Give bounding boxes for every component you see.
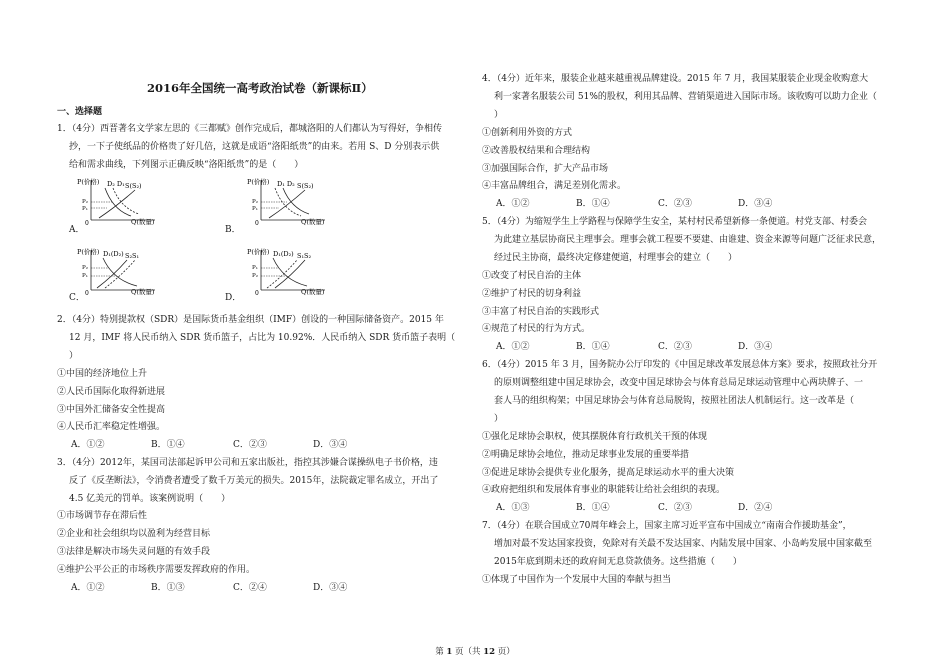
q2-option-d[interactable]: D．③④ bbox=[313, 440, 348, 450]
q4-option-a[interactable]: A．①② bbox=[496, 199, 530, 209]
q3-choice-3: ③法律是解决市场失灵问题的有效手段 bbox=[57, 547, 211, 557]
graph-b-quantity-label: Q(数量) bbox=[301, 218, 325, 226]
graph-b-p1: P₁ bbox=[252, 206, 258, 212]
graph-c-quantity-label: Q(数量) bbox=[131, 288, 155, 296]
q6-option-c[interactable]: C．②③ bbox=[658, 503, 692, 513]
graph-d-quantity-label: Q(数量) bbox=[301, 288, 325, 296]
q2-option-c[interactable]: C．②③ bbox=[233, 440, 267, 450]
q5-option-d[interactable]: D．③④ bbox=[738, 342, 773, 352]
q6-option-a[interactable]: A．①③ bbox=[496, 503, 530, 513]
q3-line-1: 3．（4分）2012年，某国司法部起诉甲公司和五家出版社，指控其涉嫌合谋操纵电子书价格，违 bbox=[57, 458, 438, 468]
q5-choice-3: ③丰富了村民自治的实践形式 bbox=[482, 307, 600, 317]
q1-option-b[interactable]: B． bbox=[225, 225, 241, 235]
graph-b-curve-s bbox=[269, 190, 305, 218]
graph-d-demand-label: D₁(D₂) bbox=[273, 250, 294, 258]
q6-line-1: 6．（4分）2015 年 3 月，国务院办公厅印发的《中国足球改革发展总体方案》要求，按照政社分开 bbox=[482, 360, 878, 370]
q3-choice-2: ②企业和社会组织均以盈利为经营目标 bbox=[57, 529, 211, 539]
graph-c-curve-s2 bbox=[97, 260, 127, 288]
graph-d-curve-d bbox=[273, 258, 307, 286]
q6-option-d[interactable]: D．②④ bbox=[738, 503, 773, 513]
graph-a-p1: P₁ bbox=[82, 206, 88, 212]
q1-line-2: 抄，一下子使纸品的价格贵了好几倍，这就是成语“洛阳纸贵”的由来。若用 S、D 分别表示供 bbox=[69, 142, 440, 152]
q4-line-2: 利一家著名服装公司 51%的股权，利用其品牌、营销渠道进入国际市场。该收购可以助力企业（ bbox=[494, 92, 877, 102]
graph-d-origin: 0 bbox=[255, 290, 259, 297]
graph-d-p2: P₂ bbox=[252, 273, 258, 279]
q1-line-1: 1．（4分）西晋著名文学家左思的《三都赋》创作完成后，都城洛阳的人们都认为写得好，争相传 bbox=[57, 124, 442, 134]
q2-choice-2: ②人民币国际化取得新进展 bbox=[57, 387, 166, 397]
graph-d-p1: P₁ bbox=[252, 265, 258, 271]
page-footer bbox=[0, 645, 950, 657]
graph-c-origin: 0 bbox=[85, 290, 89, 297]
q5-choice-4: ④规范了村民的行为方式。 bbox=[482, 324, 591, 334]
q5-choice-1: ①改变了村民自治的主体 bbox=[482, 271, 582, 281]
q5-line-1: 5．（4分）为缩短学生上学路程与保障学生安全，某村村民希望新修一条便道。村党支部、村委会 bbox=[482, 217, 867, 227]
q3-line-3: 4.5 亿美元的罚单。该案例说明（ ） bbox=[69, 494, 231, 504]
graph-d bbox=[247, 246, 329, 296]
q3-choice-1: ①市场调节存在滞后性 bbox=[57, 511, 148, 521]
q6-choice-3: ③促进足球协会提供专业化服务，提高足球运动水平的重大决策 bbox=[482, 468, 735, 478]
graph-a-curve-s bbox=[99, 190, 135, 218]
graph-c-price-label: P(价格) bbox=[77, 248, 100, 256]
q3-option-a[interactable]: A．①② bbox=[71, 583, 105, 593]
q3-choice-4: ④维护公平公正的市场秩序需要发挥政府的作用。 bbox=[57, 565, 256, 575]
q5-option-b[interactable]: B．①④ bbox=[576, 342, 610, 352]
q4-choice-4: ④丰富品牌组合，满足差别化需求。 bbox=[482, 181, 627, 191]
graph-b-p2: P₂ bbox=[252, 199, 258, 205]
section-title: 一、选择题 bbox=[57, 107, 103, 117]
q4-choice-1: ①创新利用外资的方式 bbox=[482, 128, 573, 138]
graph-d-curve-s1 bbox=[267, 260, 297, 288]
q7-line-2: 增加对最不发达国家投资，免除对有关最不发达国家、内陆发展中国家、小岛屿发展中国家截至 bbox=[494, 539, 873, 549]
graph-c-p2: P₂ bbox=[82, 265, 88, 271]
q4-option-d[interactable]: D．③④ bbox=[738, 199, 773, 209]
graph-b-supply-label: S(S₂) bbox=[297, 182, 314, 190]
q5-choice-2: ②维护了村民的切身利益 bbox=[482, 289, 582, 299]
q7-line-1: 7．（4分）在联合国成立70周年峰会上，国家主席习近平宣布中国成立“南南合作援助基金”， bbox=[482, 521, 852, 531]
graph-a-demand-label: D₂ D₁ bbox=[107, 180, 125, 188]
q2-line-1: 2．（4分）特别提款权（SDR）是国际货币基金组织（IMF）创设的一种国际储备资产。2015 年 bbox=[57, 315, 444, 325]
graph-b-origin: 0 bbox=[255, 220, 259, 227]
q2-choice-4: ④人民币汇率稳定性增强。 bbox=[57, 422, 166, 432]
graph-a-price-label: P(价格) bbox=[77, 178, 100, 186]
q2-choice-1: ①中国的经济地位上升 bbox=[57, 369, 148, 379]
q3-option-c[interactable]: C．②④ bbox=[233, 583, 267, 593]
q6-line-4: ） bbox=[494, 414, 504, 424]
graph-a-quantity-label: Q(数量) bbox=[131, 218, 155, 226]
graph-b-price-label: P(价格) bbox=[247, 178, 270, 186]
graph-a bbox=[77, 176, 159, 226]
paper-title: 2016年全国统一高考政治试卷（新课标Ⅱ） bbox=[147, 81, 373, 95]
q6-line-3: 套人马的组织构架；中国足球协会与体育总局脱钩，按照社团法人机制运行。这一改革是（ bbox=[494, 396, 855, 406]
q5-line-2: 为此建立基层协商民主理事会。理事会就工程要不要建、由谁建、资金来源等问题广泛征求民意， bbox=[494, 235, 882, 245]
q6-choice-1: ①强化足球协会职权，使其摆脱体育行政机关干预的体现 bbox=[482, 432, 708, 442]
footer-page-number: 1 bbox=[446, 647, 453, 657]
q5-option-c[interactable]: C．②③ bbox=[658, 342, 692, 352]
q6-line-2: 的原则调整组建中国足球协会，改变中国足球协会与体育总局足球运动管理中心两块牌子、一 bbox=[494, 378, 864, 388]
graph-d-price-label: P(价格) bbox=[247, 248, 270, 256]
graph-c bbox=[77, 246, 159, 296]
footer-prefix: 第 bbox=[435, 647, 444, 657]
graph-a-origin: 0 bbox=[85, 220, 89, 227]
footer-total-pages: 12 bbox=[483, 647, 496, 657]
graph-b-curve-d2 bbox=[283, 188, 309, 214]
graph-c-curve-d bbox=[103, 258, 137, 286]
q4-choice-3: ③加强国际合作，扩大产品市场 bbox=[482, 164, 609, 174]
q3-option-b[interactable]: B．①③ bbox=[151, 583, 185, 593]
q6-option-b[interactable]: B．①④ bbox=[576, 503, 610, 513]
q3-line-2: 反了《反垄断法》，令消费者遭受了数千万美元的损失。2015年，法院裁定罪名成立，开出了 bbox=[69, 476, 439, 486]
footer-middle: 页（共 bbox=[455, 647, 481, 657]
q1-option-c[interactable]: C． bbox=[69, 293, 85, 303]
graph-c-supply-label: S₂S₁ bbox=[125, 252, 140, 260]
q3-option-d[interactable]: D．③④ bbox=[313, 583, 348, 593]
q1-option-a[interactable]: A． bbox=[69, 225, 85, 235]
q6-choice-4: ④政府把组织和发展体育事业的职能转让给社会组织的表现。 bbox=[482, 485, 726, 495]
q7-choice-1: ①体现了中国作为一个发展中大国的奉献与担当 bbox=[482, 575, 672, 585]
graph-b-demand-label: D₁ D₂ bbox=[277, 180, 295, 188]
q4-choice-2: ②改善股权结果和合理结构 bbox=[482, 146, 591, 156]
q5-line-3: 经过民主协商，最终决定修建便道，村理事会的建立（ ） bbox=[494, 253, 738, 263]
graph-c-p1: P₁ bbox=[82, 273, 88, 279]
q2-line-2: 12 月，IMF 将人民币纳入 SDR 货币篮子，占比为 10.92%．人民币纳入 SDR 货币篮子表明（ bbox=[69, 333, 456, 343]
q4-line-3: ） bbox=[494, 110, 504, 120]
q2-choice-3: ③中国外汇储备安全性提高 bbox=[57, 405, 166, 415]
q4-line-1: 4．（4分）近年来，服装企业越来越重视品牌建设。2015 年 7 月，我国某服装企业现金收购意大 bbox=[482, 74, 869, 84]
q1-option-d[interactable]: D． bbox=[225, 293, 242, 303]
graph-c-demand-label: D₁(D₂) bbox=[103, 250, 124, 258]
graph-a-p2: P₂ bbox=[82, 199, 88, 205]
q1-line-3: 给和需求曲线，下列图示正确反映“洛阳纸贵”的是（ ） bbox=[69, 160, 304, 170]
q6-choice-2: ②明确足球协会地位，推动足球事业发展的重要举措 bbox=[482, 450, 690, 460]
q7-line-3: 2015年底到期未还的政府间无息贷款债务。这些措施（ ） bbox=[494, 557, 742, 567]
q2-line-3: ） bbox=[69, 351, 79, 361]
graph-a-supply-label: S(S₂) bbox=[125, 182, 142, 190]
q2-option-a[interactable]: A．①② bbox=[71, 440, 105, 450]
graph-a-curve-d1 bbox=[113, 188, 139, 214]
q4-option-b[interactable]: B．①④ bbox=[576, 199, 610, 209]
q5-option-a[interactable]: A．①② bbox=[496, 342, 530, 352]
q4-option-c[interactable]: C．②③ bbox=[658, 199, 692, 209]
graph-d-supply-label: S₁S₂ bbox=[297, 252, 312, 260]
graph-b bbox=[247, 176, 329, 226]
footer-suffix: 页） bbox=[497, 647, 515, 657]
q2-option-b[interactable]: B．①④ bbox=[151, 440, 185, 450]
